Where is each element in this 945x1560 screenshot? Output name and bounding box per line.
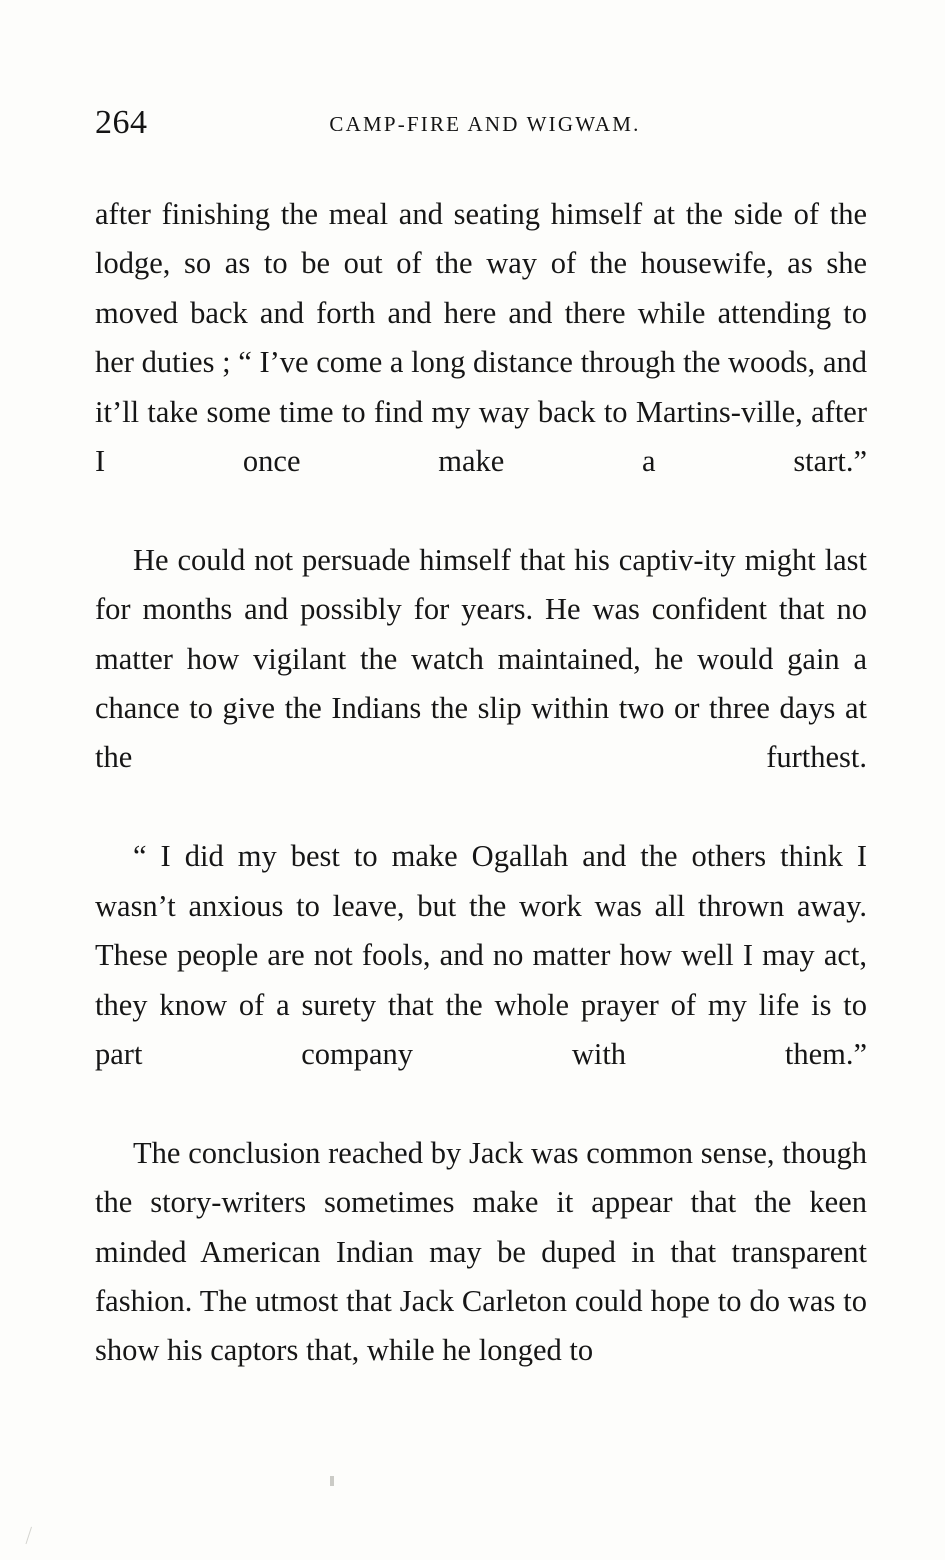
paragraph: “ I did my best to make Ogallah and the others think I wasn’t anxious to leave, but the work was all thrown away. These people are not fools, and no matter how well I may act, they know of a surety that the whole prayer of my life is to part company with them.” xyxy=(95,839,867,1071)
running-head xyxy=(95,104,865,144)
running-head-title: CAMP-FIRE AND WIGWAM. xyxy=(329,112,641,136)
paragraph: The conclusion reached by Jack was common sense, though the story-writers sometimes make it appear that the keen minded American Indian may be duped in that transparent fashion. The utmost that Jack Carleton could hope to do was to show his captors that, while he longed to xyxy=(95,1135,867,1368)
page-number: 264 xyxy=(95,104,148,141)
paragraph: after finishing the meal and seating himself at the side of the lodge, so as to be out of the way of the housewife, as she moved back and forth and here and there while attending to her duties ; “ I’ve come a long distance through the woods, and it’ll take some time to find my way back to Martins-ville, after I once make a start.” xyxy=(95,197,867,479)
scan-speck xyxy=(330,1476,334,1486)
page-body xyxy=(95,190,867,1376)
paragraph: He could not persuade himself that his captiv-ity might last for months and possibly for years. He was confident that no matter how vigilant the watch maintained, he would gain a chance to give the Indians the slip within two or three days at the furthest. xyxy=(95,542,867,775)
scan-edge-mark xyxy=(25,1527,41,1548)
